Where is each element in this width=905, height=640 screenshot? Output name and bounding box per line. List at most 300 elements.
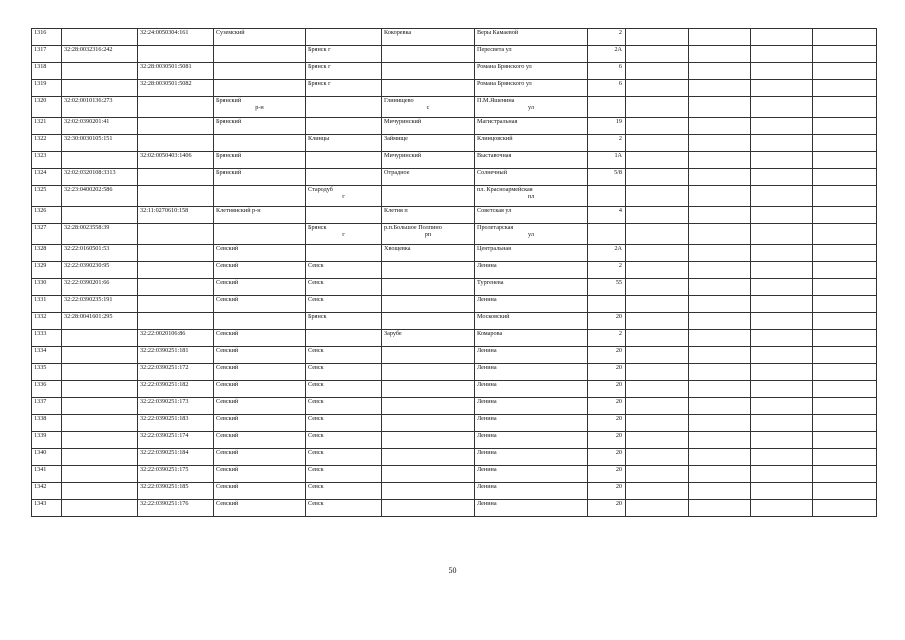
table-row	[32, 449, 877, 466]
cell-street: Ленина	[475, 347, 588, 364]
cell-cadastral-number-alt	[138, 224, 214, 245]
cell-cadastral-number-alt: 32:11:0270610:158	[138, 207, 214, 224]
cell-extra-col-4	[813, 207, 877, 224]
cell-extra-col-2	[689, 224, 751, 245]
cell-cadastral-number	[62, 466, 138, 483]
cell-city	[306, 186, 382, 207]
cell-extra-col-1	[626, 207, 689, 224]
cell-city: Брянск г	[306, 63, 382, 80]
cell-settlement: Хвощевка	[382, 245, 475, 262]
cell-settlement: Мичуринский	[382, 118, 475, 135]
cell-district	[214, 97, 306, 118]
cell-extra-col-3	[751, 381, 813, 398]
table-row	[32, 207, 877, 224]
cell-extra-col-1	[626, 63, 689, 80]
cell-settlement: Клетня п	[382, 207, 475, 224]
cell-cadastral-number	[62, 432, 138, 449]
cell-house-number: 20	[588, 313, 626, 330]
cell-extra-col-4	[813, 152, 877, 169]
cell-settlement	[382, 347, 475, 364]
cell-cadastral-number: 32:28:0041601:295	[62, 313, 138, 330]
cell-extra-col-4	[813, 483, 877, 500]
cell-extra-col-3	[751, 415, 813, 432]
cell-extra-col-3	[751, 313, 813, 330]
cell-cadastral-number	[62, 500, 138, 517]
cell-house-number: 20	[588, 398, 626, 415]
cell-cadastral-number-alt	[138, 262, 214, 279]
cell-extra-col-2	[689, 135, 751, 152]
cell-district: Клетнянский р-н	[214, 207, 306, 224]
cell-extra-col-2	[689, 152, 751, 169]
cell-extra-col-3	[751, 97, 813, 118]
cell-house-number	[588, 97, 626, 118]
cell-street: Ленина	[475, 398, 588, 415]
cell-cadastral-number	[62, 415, 138, 432]
cell-extra-col-1	[626, 97, 689, 118]
cell-extra-col-2	[689, 364, 751, 381]
cell-extra-col-3	[751, 347, 813, 364]
cell-settlement	[382, 415, 475, 432]
cell-extra-col-4	[813, 449, 877, 466]
cell-extra-col-4	[813, 381, 877, 398]
cell-row-number: 1333	[32, 330, 62, 347]
cell-house-number: 20	[588, 466, 626, 483]
cell-line: Брянский	[216, 97, 242, 104]
cell-settlement	[382, 449, 475, 466]
cell-extra-col-4	[813, 169, 877, 186]
table-row	[32, 483, 877, 500]
cell-extra-col-3	[751, 80, 813, 97]
cell-city	[306, 169, 382, 186]
cell-district	[214, 46, 306, 63]
cell-extra-col-2	[689, 29, 751, 46]
cell-extra-col-3	[751, 63, 813, 80]
cell-house-number: 55	[588, 279, 626, 296]
cell-extra-col-2	[689, 381, 751, 398]
cell-street: Пересвета ул	[475, 46, 588, 63]
table-row	[32, 500, 877, 517]
cell-cadastral-number	[62, 347, 138, 364]
cell-cadastral-number-alt	[138, 135, 214, 152]
cell-extra-col-1	[626, 29, 689, 46]
cell-cadastral-number-alt: 32:22:0390251:183	[138, 415, 214, 432]
cell-cadastral-number-alt	[138, 245, 214, 262]
cell-extra-col-4	[813, 432, 877, 449]
cell-city	[306, 118, 382, 135]
table-row	[32, 279, 877, 296]
cell-extra-col-4	[813, 29, 877, 46]
table-row	[32, 245, 877, 262]
cell-extra-col-2	[689, 313, 751, 330]
cell-extra-col-2	[689, 169, 751, 186]
cell-extra-col-4	[813, 347, 877, 364]
cell-house-number: 20	[588, 415, 626, 432]
cell-extra-col-1	[626, 46, 689, 63]
cell-row-number: 1334	[32, 347, 62, 364]
cell-house-number: 1А	[588, 152, 626, 169]
cell-extra-col-3	[751, 279, 813, 296]
cell-cadastral-number: 32:02:0320108:3313	[62, 169, 138, 186]
cell-row-number: 1341	[32, 466, 62, 483]
cell-city	[306, 29, 382, 46]
cell-settlement	[382, 186, 475, 207]
cell-city: Севск	[306, 296, 382, 313]
cell-extra-col-2	[689, 449, 751, 466]
cell-district: Севский	[214, 262, 306, 279]
cell-district: Севский	[214, 398, 306, 415]
cell-settlement	[382, 483, 475, 500]
cell-extra-col-1	[626, 224, 689, 245]
cell-city	[306, 207, 382, 224]
cell-extra-col-4	[813, 97, 877, 118]
cell-district	[214, 135, 306, 152]
cell-cadastral-number-alt	[138, 46, 214, 63]
cell-extra-col-3	[751, 364, 813, 381]
cell-cadastral-number-alt	[138, 313, 214, 330]
cell-street: Тургенева	[475, 279, 588, 296]
cell-district: Брянский	[214, 169, 306, 186]
cell-extra-col-1	[626, 186, 689, 207]
cell-extra-col-3	[751, 483, 813, 500]
table-row	[32, 186, 877, 207]
table-row	[32, 432, 877, 449]
cell-extra-col-1	[626, 449, 689, 466]
cell-extra-col-3	[751, 207, 813, 224]
cell-extra-col-2	[689, 296, 751, 313]
cell-street	[475, 97, 588, 118]
cell-extra-col-4	[813, 330, 877, 347]
cell-extra-col-1	[626, 381, 689, 398]
cell-extra-col-1	[626, 500, 689, 517]
cell-house-number: 19	[588, 118, 626, 135]
cell-cadastral-number	[62, 449, 138, 466]
cell-district: Суземский	[214, 29, 306, 46]
cell-district: Севский	[214, 500, 306, 517]
cell-extra-col-1	[626, 152, 689, 169]
cell-city: Севск	[306, 262, 382, 279]
cell-row-number: 1339	[32, 432, 62, 449]
cell-extra-col-3	[751, 432, 813, 449]
cell-extra-col-1	[626, 432, 689, 449]
cell-line-suffix: ул	[528, 104, 534, 111]
cell-district: Севский	[214, 330, 306, 347]
cell-district	[214, 313, 306, 330]
cell-row-number: 1319	[32, 80, 62, 97]
cell-settlement	[382, 432, 475, 449]
cell-cadastral-number: 32:02:0390201:41	[62, 118, 138, 135]
cell-extra-col-4	[813, 63, 877, 80]
cell-extra-col-1	[626, 169, 689, 186]
cell-street: Романа Брянского ул	[475, 80, 588, 97]
cell-cadastral-number	[62, 483, 138, 500]
cell-street: Веры Камаевой	[475, 29, 588, 46]
cell-row-number: 1343	[32, 500, 62, 517]
cell-line-suffix: ул	[528, 231, 534, 238]
cell-extra-col-3	[751, 118, 813, 135]
cell-settlement	[382, 46, 475, 63]
cell-cadastral-number-alt: 32:22:0390251:175	[138, 466, 214, 483]
cell-city: Севск	[306, 449, 382, 466]
cell-cadastral-number	[62, 398, 138, 415]
cell-row-number: 1332	[32, 313, 62, 330]
cell-extra-col-1	[626, 80, 689, 97]
cell-district: Севский	[214, 347, 306, 364]
cell-settlement	[382, 262, 475, 279]
cell-row-number: 1342	[32, 483, 62, 500]
cell-street: Советская ул	[475, 207, 588, 224]
cell-extra-col-2	[689, 398, 751, 415]
cell-cadastral-number: 32:23:0400202:586	[62, 186, 138, 207]
table-row	[32, 296, 877, 313]
cell-city: Брянск	[306, 313, 382, 330]
cell-row-number: 1325	[32, 186, 62, 207]
cell-row-number: 1329	[32, 262, 62, 279]
cell-district: Севский	[214, 364, 306, 381]
cell-city: Севск	[306, 483, 382, 500]
cell-row-number: 1337	[32, 398, 62, 415]
page-number: 50	[448, 566, 457, 575]
cell-cadastral-number-alt: 32:22:0390251:182	[138, 381, 214, 398]
cell-district	[214, 80, 306, 97]
cell-settlement	[382, 364, 475, 381]
cell-extra-col-4	[813, 364, 877, 381]
cell-street: Ленина	[475, 466, 588, 483]
cell-line-suffix: г	[342, 193, 345, 200]
cell-city: Севск	[306, 398, 382, 415]
cell-extra-col-1	[626, 245, 689, 262]
cell-extra-col-4	[813, 500, 877, 517]
cell-district: Брянский	[214, 118, 306, 135]
table-row	[32, 152, 877, 169]
cell-row-number: 1316	[32, 29, 62, 46]
cell-extra-col-2	[689, 97, 751, 118]
cell-cadastral-number-alt	[138, 169, 214, 186]
cell-district	[214, 186, 306, 207]
cell-cadastral-number-alt: 32:22:0390251:174	[138, 432, 214, 449]
cell-line-suffix: г	[342, 231, 345, 238]
cell-cadastral-number-alt	[138, 118, 214, 135]
table-row	[32, 224, 877, 245]
register-table-wrapper	[31, 28, 877, 517]
cell-city: Брянск г	[306, 46, 382, 63]
cell-cadastral-number	[62, 330, 138, 347]
cell-cadastral-number-alt	[138, 97, 214, 118]
cell-line-suffix: с	[426, 104, 430, 111]
cell-district: Севский	[214, 432, 306, 449]
cell-street: Московский	[475, 313, 588, 330]
cell-extra-col-2	[689, 466, 751, 483]
cell-row-number: 1326	[32, 207, 62, 224]
cell-house-number: 20	[588, 347, 626, 364]
cell-extra-col-2	[689, 483, 751, 500]
cell-extra-col-2	[689, 330, 751, 347]
cell-street: Комарова	[475, 330, 588, 347]
cell-street: Романа Брянского ул	[475, 63, 588, 80]
cell-city: Севск	[306, 500, 382, 517]
cell-house-number: 20	[588, 432, 626, 449]
cell-extra-col-3	[751, 169, 813, 186]
cell-street: Магистральная	[475, 118, 588, 135]
cell-city	[306, 245, 382, 262]
cell-house-number: 2	[588, 330, 626, 347]
cell-row-number: 1323	[32, 152, 62, 169]
cell-extra-col-4	[813, 415, 877, 432]
cell-cadastral-number	[62, 80, 138, 97]
cell-district: Брянский	[214, 152, 306, 169]
cell-district	[214, 224, 306, 245]
cell-extra-col-4	[813, 46, 877, 63]
cell-house-number	[588, 186, 626, 207]
cell-street: Солнечный	[475, 169, 588, 186]
cell-line: Брянск	[308, 224, 327, 231]
cell-row-number: 1317	[32, 46, 62, 63]
cell-row-number: 1324	[32, 169, 62, 186]
cell-settlement	[382, 313, 475, 330]
cell-house-number: 20	[588, 449, 626, 466]
cell-line: Глинищево	[384, 97, 414, 104]
cell-row-number: 1328	[32, 245, 62, 262]
cell-cadastral-number-alt: 32:22:0390251:172	[138, 364, 214, 381]
cell-cadastral-number	[62, 152, 138, 169]
cell-street: Выставочная	[475, 152, 588, 169]
cell-cadastral-number: 32:28:0023558:39	[62, 224, 138, 245]
cell-cadastral-number-alt: 32:02:0050403:1406	[138, 152, 214, 169]
cell-cadastral-number	[62, 364, 138, 381]
cell-city: Севск	[306, 279, 382, 296]
cell-house-number: 2А	[588, 245, 626, 262]
cell-line-suffix: рп	[424, 231, 432, 238]
cell-city: Севск	[306, 432, 382, 449]
cell-line-suffix: пл	[527, 193, 535, 200]
cell-cadastral-number: 32:30:0030105:151	[62, 135, 138, 152]
cell-extra-col-4	[813, 313, 877, 330]
cell-extra-col-2	[689, 207, 751, 224]
cell-row-number: 1327	[32, 224, 62, 245]
cell-extra-col-1	[626, 483, 689, 500]
table-row	[32, 135, 877, 152]
cell-row-number: 1320	[32, 97, 62, 118]
cell-house-number: 20	[588, 500, 626, 517]
cell-extra-col-1	[626, 118, 689, 135]
table-row	[32, 415, 877, 432]
cell-district: Севский	[214, 483, 306, 500]
cell-extra-col-1	[626, 296, 689, 313]
cell-extra-col-2	[689, 347, 751, 364]
cell-settlement	[382, 500, 475, 517]
cell-cadastral-number-alt	[138, 186, 214, 207]
cell-settlement	[382, 224, 475, 245]
cell-cadastral-number	[62, 29, 138, 46]
cell-settlement	[382, 97, 475, 118]
cell-extra-col-1	[626, 279, 689, 296]
cell-extra-col-3	[751, 500, 813, 517]
cell-extra-col-3	[751, 29, 813, 46]
cell-city	[306, 152, 382, 169]
cell-extra-col-3	[751, 330, 813, 347]
cell-extra-col-2	[689, 46, 751, 63]
cell-extra-col-4	[813, 135, 877, 152]
cell-row-number: 1338	[32, 415, 62, 432]
cell-row-number: 1330	[32, 279, 62, 296]
cell-row-number: 1321	[32, 118, 62, 135]
cell-street: Ленина	[475, 449, 588, 466]
cell-street: Ленина	[475, 364, 588, 381]
cell-extra-col-4	[813, 118, 877, 135]
cell-settlement: Кокоревка	[382, 29, 475, 46]
cell-extra-col-2	[689, 186, 751, 207]
cell-extra-col-3	[751, 152, 813, 169]
cell-row-number: 1331	[32, 296, 62, 313]
cell-cadastral-number-alt: 32:22:0390251:173	[138, 398, 214, 415]
cell-extra-col-1	[626, 466, 689, 483]
cell-settlement	[382, 63, 475, 80]
cell-street: Ленина	[475, 415, 588, 432]
table-row	[32, 97, 877, 118]
cell-cadastral-number: 32:22:0160501:53	[62, 245, 138, 262]
cell-street: Ленина	[475, 381, 588, 398]
cell-district: Севский	[214, 296, 306, 313]
cell-extra-col-4	[813, 262, 877, 279]
table-row	[32, 466, 877, 483]
table-row	[32, 29, 877, 46]
cell-extra-col-4	[813, 279, 877, 296]
cell-cadastral-number: 32:02:0010136:273	[62, 97, 138, 118]
cell-cadastral-number: 32:28:0032316:242	[62, 46, 138, 63]
cell-extra-col-3	[751, 135, 813, 152]
cell-row-number: 1340	[32, 449, 62, 466]
cell-row-number: 1336	[32, 381, 62, 398]
cell-house-number: 20	[588, 381, 626, 398]
table-row	[32, 330, 877, 347]
cell-street: Центральная	[475, 245, 588, 262]
cell-house-number: 6	[588, 63, 626, 80]
cell-extra-col-2	[689, 245, 751, 262]
cell-extra-col-1	[626, 330, 689, 347]
cell-row-number: 1318	[32, 63, 62, 80]
cell-extra-col-4	[813, 296, 877, 313]
cell-cadastral-number: 32:22:0390230:95	[62, 262, 138, 279]
cell-settlement: Мичуринский	[382, 152, 475, 169]
table-row	[32, 364, 877, 381]
cell-line: Стародуб	[308, 186, 333, 193]
cell-settlement	[382, 381, 475, 398]
table-row	[32, 63, 877, 80]
cell-extra-col-4	[813, 466, 877, 483]
cell-row-number: 1335	[32, 364, 62, 381]
cell-street: Клинцовский	[475, 135, 588, 152]
cell-line: р.п.Большое Полпино	[384, 224, 442, 231]
cell-house-number: 20	[588, 364, 626, 381]
cell-extra-col-1	[626, 135, 689, 152]
cell-cadastral-number-alt	[138, 296, 214, 313]
cell-street	[475, 186, 588, 207]
cell-district: Севский	[214, 449, 306, 466]
cell-street: Ленина	[475, 500, 588, 517]
cell-house-number: 5/8	[588, 169, 626, 186]
cell-city: Клинцы	[306, 135, 382, 152]
cell-row-number: 1322	[32, 135, 62, 152]
table-row	[32, 80, 877, 97]
cell-house-number: 2	[588, 262, 626, 279]
cell-extra-col-3	[751, 296, 813, 313]
cell-settlement: Зарубе	[382, 330, 475, 347]
cell-cadastral-number	[62, 381, 138, 398]
cell-line: Пролетарская	[477, 224, 514, 231]
cell-line: пл. Красноармейская	[477, 186, 533, 193]
cell-extra-col-4	[813, 224, 877, 245]
table-row	[32, 262, 877, 279]
cell-extra-col-2	[689, 118, 751, 135]
